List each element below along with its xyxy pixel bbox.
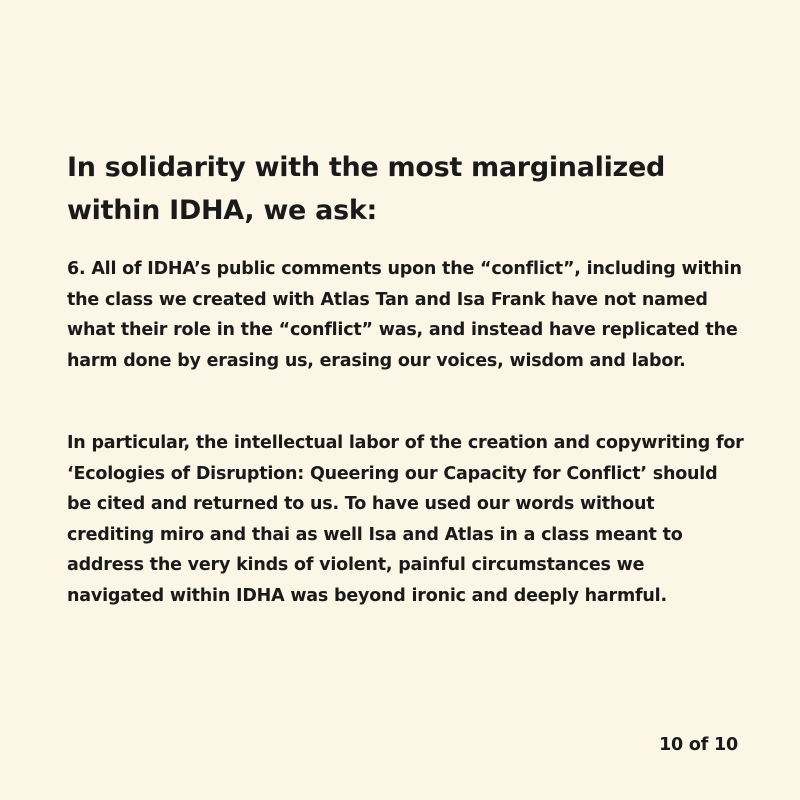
page-counter: 10 of 10 bbox=[659, 735, 738, 755]
headline: In solidarity with the most marginalized within IDHA, we ask: bbox=[67, 152, 666, 226]
paragraph-intellectual-labor: In particular, the intellectual labor of the creation and copywriting for ‘Ecologies of Disruption: Queering our Capacity for Conflict’ should be cited and returned to us. To have used our words without crediting miro and thai as well Isa and Atlas in a class meant to address the very kinds of violent, painful circumstances we navigated within IDHA was beyond ironic and deeply harmful. bbox=[67, 433, 744, 606]
paragraph-point-six: 6. All of IDHA’s public comments upon the “conflict”, including within the class we created with Atlas Tan and Isa Frank have not named what their role in the “conflict” was, and instead have replicated the harm done by erasing us, erasing our voices, wisdom and labor. bbox=[67, 259, 742, 371]
